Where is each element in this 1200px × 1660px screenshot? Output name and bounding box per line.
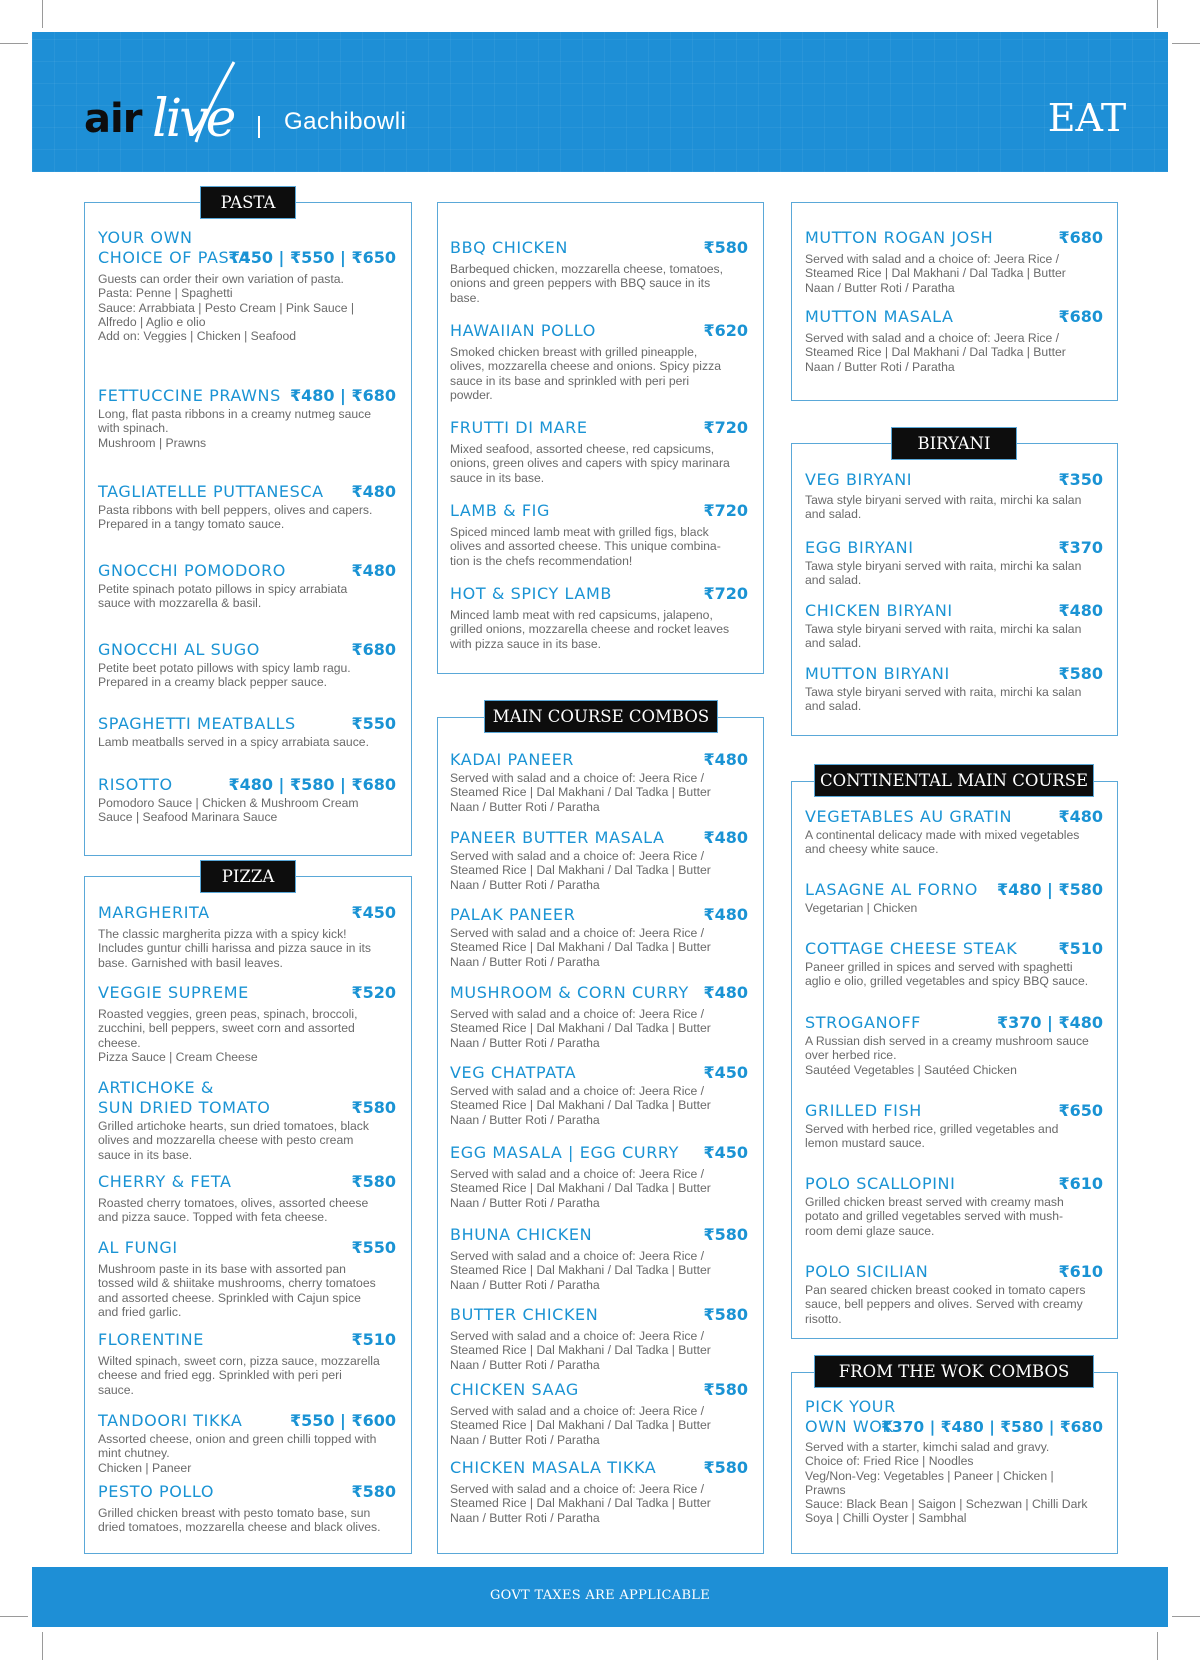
crop-mark (42, 1632, 43, 1660)
svg-text:live: live (152, 89, 234, 149)
menu-item: GNOCCHI POMODORO ₹480 Petite spinach potato pillows in spicy arrabiata sauce with mozzarella & basil. (98, 561, 396, 611)
section-title: PASTA (200, 186, 296, 219)
menu-item: FRUTTI DI MARE ₹720 Mixed seafood, assorted cheese, red capsicums, onions, green olives and capers with spicy marinara sauce in its base. (450, 418, 748, 485)
menu-item: ARTICHOKE & SUN DRIED TOMATO ₹580 Grilled artichoke hearts, sun dried tomatoes, black olives and mozzarella cheese with pesto cream sauce in its base. (98, 1078, 396, 1162)
menu-item: PALAK PANEER ₹480 Served with salad and a choice of: Jeera Rice / Steamed Rice | Dal Makhani / Dal Tadka | Butter Naan / Butter Roti / Paratha (450, 905, 748, 969)
crop-mark (1157, 1632, 1158, 1660)
menu-item: TANDOORI TIKKA ₹550 | ₹600 Assorted cheese, onion and green chilli topped with mint chutney. Chicken | Paneer (98, 1411, 396, 1475)
section-title: MAIN COURSE COMBOS (484, 700, 718, 733)
menu-item: EGG MASALA | EGG CURRY ₹450 Served with salad and a choice of: Jeera Rice / Steamed Rice | Dal Makhani / Dal Tadka | Butter Naan / Butter Roti / Paratha (450, 1143, 748, 1210)
location-label: Gachibowli (284, 108, 407, 135)
menu-item: VEGGIE SUPREME ₹520 Roasted veggies, green peas, spinach, broccoli, zucchini, bell peppers, sweet corn and assorted cheese. Pizza Sauce | Cream Cheese (98, 983, 396, 1064)
menu-item: MUTTON MASALA ₹680 Served with salad and a choice of: Jeera Rice / Steamed Rice | Dal Makhani / Dal Tadka | Butter Naan / Butter Roti / Paratha (805, 307, 1103, 374)
menu-item: GRILLED FISH ₹650 Served with herbed rice, grilled vegetables and lemon mustard sauce. (805, 1101, 1103, 1151)
crop-mark (42, 0, 43, 28)
crop-mark (0, 43, 28, 44)
header-divider (258, 116, 260, 138)
menu-item: STROGANOFF ₹370 | ₹480 A Russian dish served in a creamy mushroom sauce over herbed rice. Sautéed Vegetables | Sautéed Chicken (805, 1013, 1103, 1077)
section-title: BIRYANI (891, 427, 1017, 460)
menu-item: CHICKEN SAAG ₹580 Served with salad and a choice of: Jeera Rice / Steamed Rice | Dal Makhani / Dal Tadka | Butter Naan / Butter Roti / Paratha (450, 1380, 748, 1447)
menu-item: CHICKEN MASALA TIKKA ₹580 Served with salad and a choice of: Jeera Rice / Steamed Rice | Dal Makhani / Dal Tadka | Butter Naan / Butter Roti / Paratha (450, 1458, 748, 1525)
menu-item: MUTTON BIRYANI ₹580 Tawa style biryani served with raita, mirchi ka salan and salad. (805, 664, 1103, 714)
tax-notice: GOVT TAXES ARE APPLICABLE (489, 1588, 711, 1603)
menu-item: HOT & SPICY LAMB ₹720 Minced lamb meat with red capsicums, jalapeno, grilled onions, mozzarella cheese and rocket leaves with pizza sauce in its base. (450, 584, 748, 651)
menu-item: BUTTER CHICKEN ₹580 Served with salad and a choice of: Jeera Rice / Steamed Rice | Dal Makhani / Dal Tadka | Butter Naan / Butter Roti / Paratha (450, 1305, 748, 1372)
section-title: CONTINENTAL MAIN COURSE (814, 764, 1094, 797)
menu-item: HAWAIIAN POLLO ₹620 Smoked chicken breast with grilled pineapple, olives, mozzarella cheese and onions. Spicy pizza sauce in its base and sprinkled with peri peri powder. (450, 321, 748, 402)
menu-item: PESTO POLLO ₹580 Grilled chicken breast with pesto tomato base, sun dried tomatoes, mozzarella cheese and black olives. (98, 1482, 396, 1535)
menu-item: COTTAGE CHEESE STEAK ₹510 Paneer grilled in spices and served with spaghetti aglio e olio, grilled vegetables and spicy BBQ sauce. (805, 939, 1103, 989)
menu-item: GNOCCHI AL SUGO ₹680 Petite beet potato pillows with spicy lamb ragu. Prepared in a creamy black pepper sauce. (98, 640, 396, 690)
menu-item: YOUR OWN CHOICE OF PASTA ₹450 | ₹550 | ₹650 Guests can order their own variation of pasta. Pasta: Penne | Spaghetti Sauce: Arrabbiata | Pesto Cream | Pink Sauce | Alfredo | Aglio e olio Add on: Veggies | Chicken | Seafood (98, 228, 396, 344)
menu-item: AL FUNGI ₹550 Mushroom paste in its base with assorted pan tossed wild & shiitake mushrooms, cherry tomatoes and assorted cheese. Sprinkled with Cajun spice and fried garlic. (98, 1238, 396, 1319)
menu-item: KADAI PANEER ₹480 Served with salad and a choice of: Jeera Rice / Steamed Rice | Dal Makhani / Dal Tadka | Butter Naan / Butter Roti / Paratha (450, 750, 748, 814)
menu-item: VEG CHATPATA ₹450 Served with salad and a choice of: Jeera Rice / Steamed Rice | Dal Makhani / Dal Tadka | Butter Naan / Butter Roti / Paratha (450, 1063, 748, 1127)
header-banner (32, 32, 1168, 172)
menu-item: CHERRY & FETA ₹580 Roasted cherry tomatoes, olives, assorted cheese and pizza sauce. Topped with feta cheese. (98, 1172, 396, 1225)
menu-item: SPAGHETTI MEATBALLS ₹550 Lamb meatballs served in a spicy arrabiata sauce. (98, 714, 396, 749)
section-title: PIZZA (200, 860, 296, 893)
section-title: FROM THE WOK COMBOS (814, 1355, 1094, 1388)
menu-item: PICK YOUR OWN WOK ₹370 | ₹480 | ₹580 | ₹680 Served with a starter, kimchi salad and gravy. Choice of: Fried Rice | Noodles Veg/Non-Veg: Vegetables | Paneer | Chicken | Prawns Sauce: Black Bean | Saigon | Schezwan | Chilli Dark Soya | Chilli Oyster | Sambhal (805, 1397, 1103, 1526)
airlive-logo (84, 54, 274, 154)
menu-item: RISOTTO ₹480 | ₹580 | ₹680 Pomodoro Sauce | Chicken & Mushroom Cream Sauce | Seafood Marinara Sauce (98, 775, 396, 825)
menu-item: MARGHERITA ₹450 The classic margherita pizza with a spicy kick! Includes guntur chilli harissa and pizza sauce in its base. Garnished with basil leaves. (98, 903, 396, 970)
footer-banner (32, 1567, 1168, 1627)
crop-mark (0, 1616, 28, 1617)
menu-item: CHICKEN BIRYANI ₹480 Tawa style biryani served with raita, mirchi ka salan and salad. (805, 601, 1103, 651)
menu-item: LASAGNE AL FORNO ₹480 | ₹580 Vegetarian | Chicken (805, 880, 1103, 915)
menu-item: PANEER BUTTER MASALA ₹480 Served with salad and a choice of: Jeera Rice / Steamed Rice | Dal Makhani / Dal Tadka | Butter Naan / Butter Roti / Paratha (450, 828, 748, 892)
menu-item: LAMB & FIG ₹720 Spiced minced lamb meat with grilled figs, black olives and assorted cheese. This unique combina- tion is the chefs recommendation! (450, 501, 748, 568)
menu-item: EGG BIRYANI ₹370 Tawa style biryani served with raita, mirchi ka salan and salad. (805, 538, 1103, 588)
menu-item: MUSHROOM & CORN CURRY ₹480 Served with salad and a choice of: Jeera Rice / Steamed Rice | Dal Makhani / Dal Tadka | Butter Naan / Butter Roti / Paratha (450, 983, 748, 1050)
menu-item: FETTUCCINE PRAWNS ₹480 | ₹680 Long, flat pasta ribbons in a creamy nutmeg sauce with spinach. Mushroom | Prawns (98, 386, 396, 450)
menu-item: BBQ CHICKEN ₹580 Barbequed chicken, mozzarella cheese, tomatoes, onions and green peppers with BBQ sauce in its base. (450, 238, 748, 305)
crop-mark (1157, 0, 1158, 28)
menu-item: BHUNA CHICKEN ₹580 Served with salad and a choice of: Jeera Rice / Steamed Rice | Dal Makhani / Dal Tadka | Butter Naan / Butter Roti / Paratha (450, 1225, 748, 1292)
menu-item: FLORENTINE ₹510 Wilted spinach, sweet corn, pizza sauce, mozzarella cheese and fried egg. Sprinkled with peri peri sauce. (98, 1330, 396, 1397)
menu-item: MUTTON ROGAN JOSH ₹680 Served with salad and a choice of: Jeera Rice / Steamed Rice | Dal Makhani / Dal Tadka | Butter Naan / Butter Roti / Paratha (805, 228, 1103, 295)
menu-item: VEGETABLES AU GRATIN ₹480 A continental delicacy made with mixed vegetables and cheesy white sauce. (805, 807, 1103, 857)
crop-mark (1172, 43, 1200, 44)
crop-mark (1172, 1616, 1200, 1617)
menu-item: TAGLIATELLE PUTTANESCA ₹480 Pasta ribbons with bell peppers, olives and capers. Prepared in a tangy tomato sauce. (98, 482, 396, 532)
menu-item: POLO SCALLOPINI ₹610 Grilled chicken breast served with creamy mash potato and grilled vegetables served with mush- room demi glaze sauce. (805, 1174, 1103, 1238)
svg-text:air: air (84, 96, 142, 142)
menu-item: VEG BIRYANI ₹350 Tawa style biryani served with raita, mirchi ka salan and salad. (805, 470, 1103, 522)
section-label: EAT (1047, 96, 1127, 140)
menu-item: POLO SICILIAN ₹610 Pan seared chicken breast cooked in tomato capers sauce, bell peppers and olives. Served with creamy risotto. (805, 1262, 1103, 1326)
